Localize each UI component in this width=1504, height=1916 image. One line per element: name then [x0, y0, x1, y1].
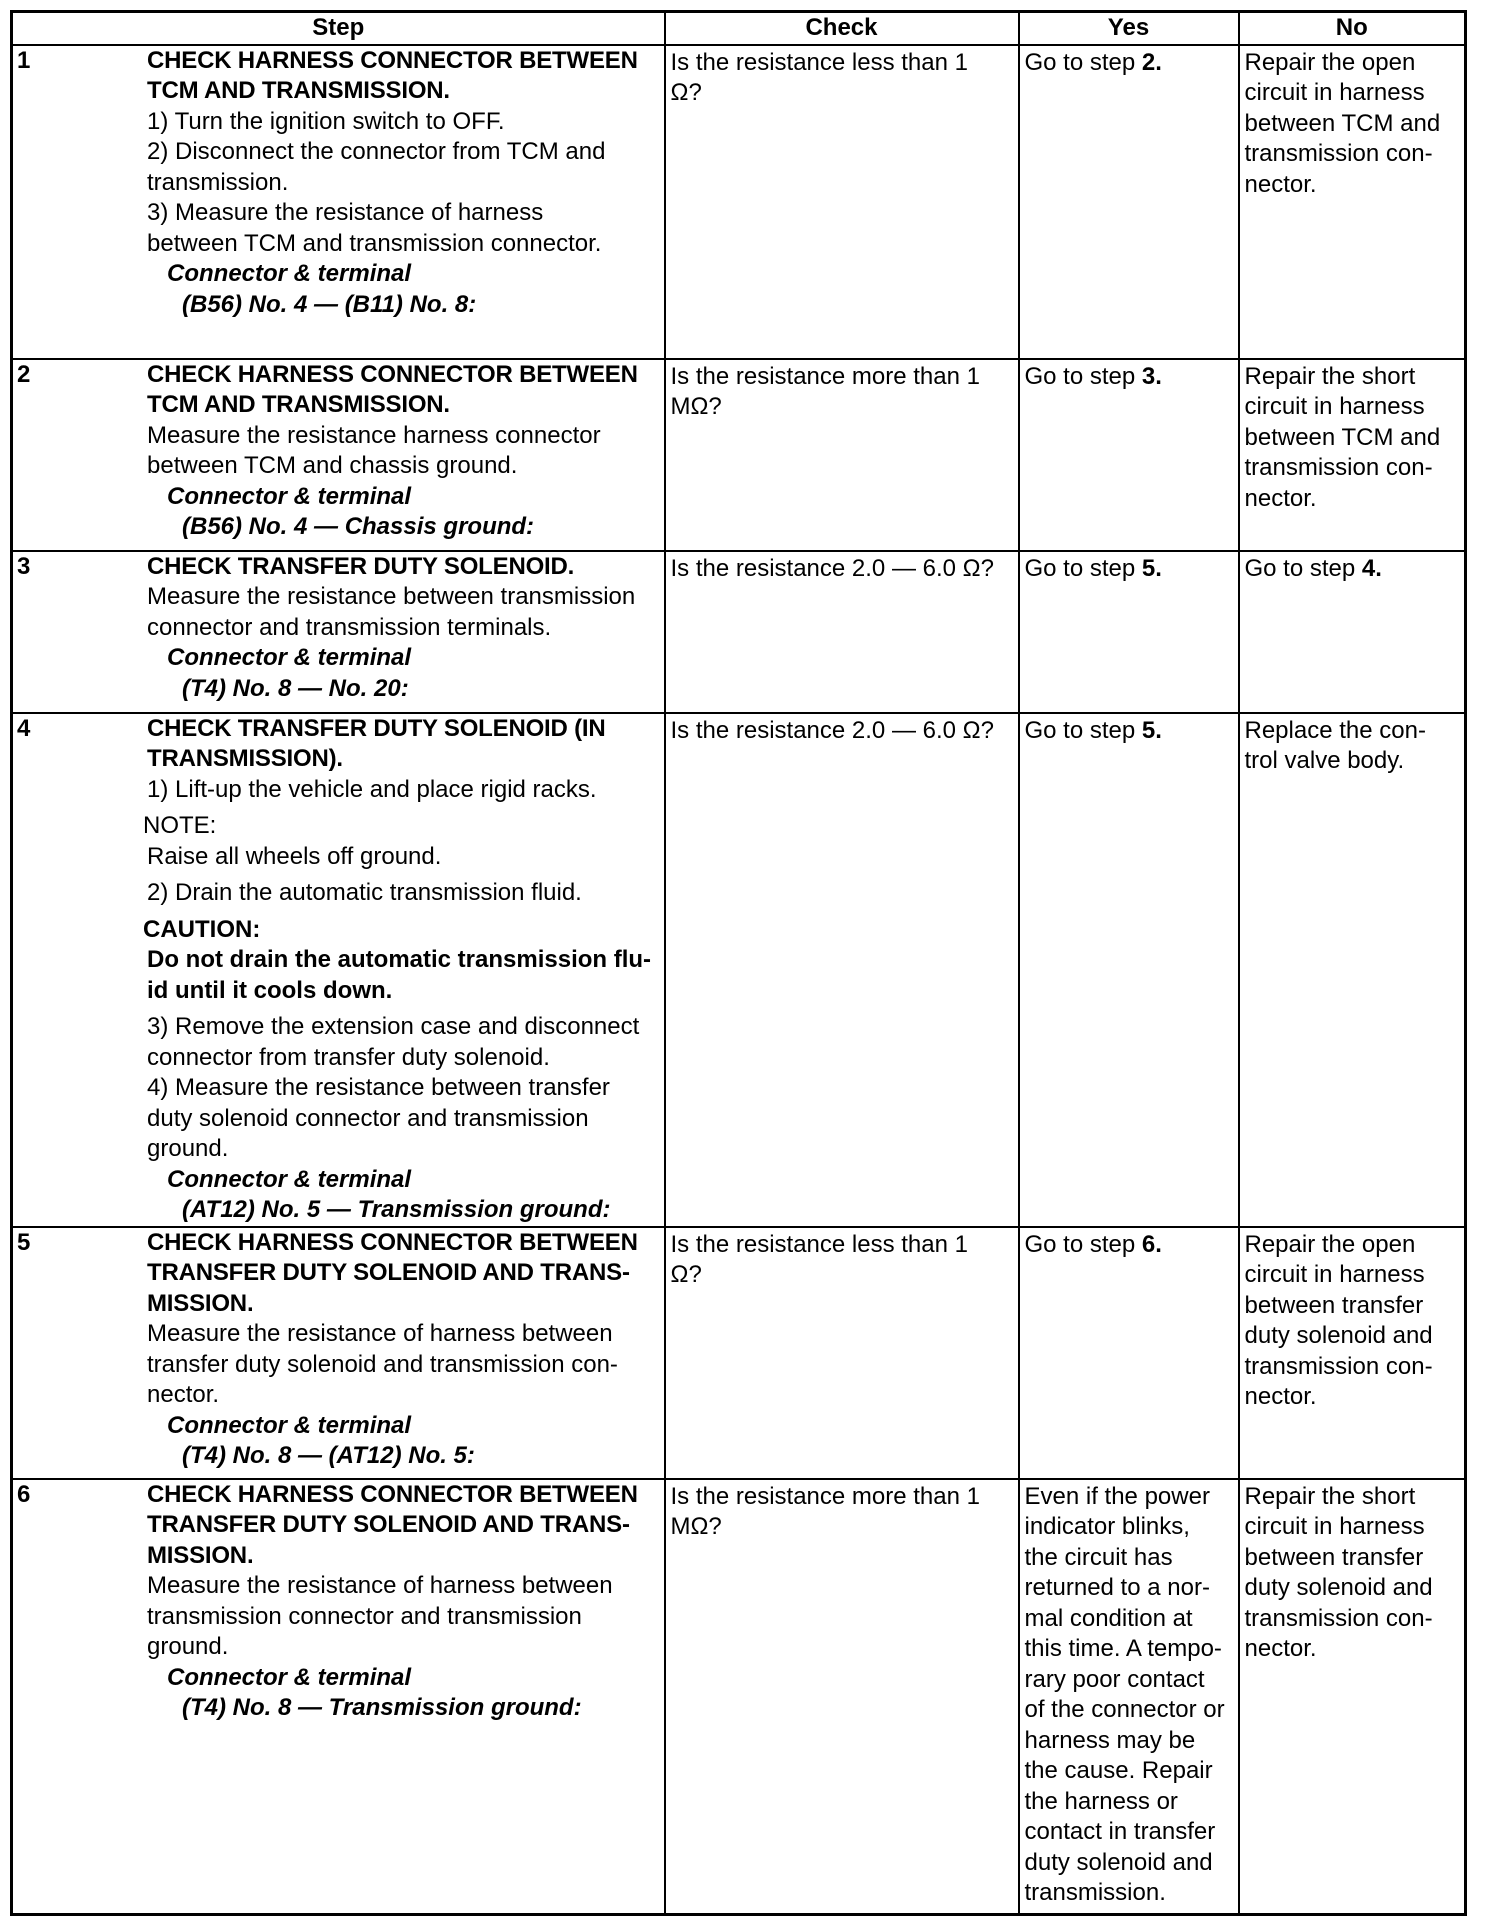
header-yes: Yes [1019, 12, 1239, 45]
note-text: Raise all wheels off ground. [147, 842, 442, 870]
step-instruction: transfer duty solenoid and transmission con- [147, 1350, 618, 1378]
yes-text: Go to step [1024, 48, 1142, 76]
step-instruction: Measure the resistance between transmission [147, 583, 636, 610]
header-row [12, 12, 1466, 45]
yes-step-ref: 3. [1141, 362, 1162, 390]
yes-text: indicator blinks, [1024, 1513, 1190, 1540]
check-cell [665, 1227, 1019, 1479]
no-text: between transfer [1244, 1291, 1424, 1319]
connector-terminal-label: Connector & terminal [167, 260, 412, 287]
step-instruction: 2) Drain the automatic transmission fluid. [147, 879, 582, 906]
no-text: nector. [1244, 170, 1317, 198]
step-instruction: Measure the resistance of harness between [147, 1320, 613, 1347]
table-row [12, 359, 1466, 551]
connector-terminal-label: Connector & terminal [167, 644, 412, 671]
check-cell [665, 551, 1019, 713]
yes-text: this time. A tempo- [1024, 1635, 1222, 1662]
connector-terminal-value: (B56) No. 4 — (B11) No. 8: [182, 290, 477, 318]
step-instruction: 3) Measure the resistance of harness [147, 199, 544, 226]
step-cell [12, 713, 665, 1227]
check-text: Ω? [670, 79, 702, 106]
no-cell [1239, 551, 1466, 713]
table-row [12, 1227, 1466, 1479]
no-text: nector. [1244, 1383, 1317, 1410]
yes-text: duty solenoid and [1024, 1848, 1213, 1876]
step-instruction: Measure the resistance of harness between [147, 1572, 613, 1599]
step-title-line: TCM AND TRANSMISSION. [147, 77, 450, 104]
yes-text: rary poor contact [1024, 1665, 1205, 1693]
step-cell [12, 359, 665, 551]
step-instruction: transmission connector and transmission [147, 1602, 582, 1630]
yes-cell [1019, 713, 1239, 1227]
step-instruction: transmission. [147, 168, 289, 196]
connector-terminal-value: (AT12) No. 5 — Transmission ground: [182, 1196, 611, 1223]
step-instruction: ground. [147, 1633, 229, 1660]
yes-cell [1019, 1479, 1239, 1915]
no-text: Repair the open [1244, 1230, 1416, 1258]
step-number: 3 [17, 552, 31, 580]
check-text: Is the resistance more than 1 [670, 362, 980, 390]
no-text: transmission con- [1244, 1604, 1433, 1632]
step-title-line: CHECK TRANSFER DUTY SOLENOID (IN [147, 714, 606, 742]
caution-line: Do not drain the automatic transmission flu- [147, 946, 652, 973]
check-text: MΩ? [670, 1513, 722, 1540]
check-text: Is the resistance less than 1 [670, 48, 968, 76]
no-text: circuit in harness [1244, 1513, 1425, 1540]
connector-terminal-value: (T4) No. 8 — No. 20: [182, 674, 409, 702]
connector-terminal-value: (T4) No. 8 — Transmission ground: [182, 1694, 582, 1721]
step-number: 1 [17, 46, 31, 74]
step-cell [12, 551, 665, 713]
step-instruction: 1) Turn the ignition switch to OFF. [147, 107, 505, 135]
no-cell [1239, 1479, 1466, 1915]
step-instruction: between TCM and chassis ground. [147, 452, 518, 479]
check-cell [665, 45, 1019, 359]
check-text: Is the resistance 2.0 — 6.0 Ω? [670, 716, 994, 744]
no-text: transmission con- [1244, 140, 1433, 167]
check-text: MΩ? [670, 393, 722, 420]
yes-text: Go to step [1024, 716, 1142, 744]
step-instruction: between TCM and transmission connector. [147, 229, 602, 257]
check-cell [665, 359, 1019, 551]
yes-cell [1019, 551, 1239, 713]
step-instruction: connector from transfer duty solenoid. [147, 1043, 550, 1071]
no-cell [1239, 359, 1466, 551]
step-title-line: TRANSMISSION). [147, 745, 343, 772]
step-title-line: CHECK TRANSFER DUTY SOLENOID. [147, 552, 575, 580]
no-text: Repair the short [1244, 362, 1416, 390]
yes-step-ref: 5. [1141, 716, 1162, 744]
step-title-line: TCM AND TRANSMISSION. [147, 391, 450, 418]
step-title-line: TRANSFER DUTY SOLENOID AND TRANS- [147, 1259, 630, 1286]
no-text: duty solenoid and [1244, 1574, 1433, 1601]
step-title-line: CHECK HARNESS CONNECTOR BETWEEN [147, 360, 638, 388]
header-step: Step [12, 12, 665, 45]
step-cell [12, 1479, 665, 1915]
table-row [12, 45, 1466, 359]
yes-text: the circuit has [1024, 1543, 1173, 1571]
yes-text: harness may be [1024, 1726, 1196, 1754]
no-text: duty solenoid and [1244, 1322, 1433, 1349]
connector-terminal-label: Connector & terminal [167, 1411, 412, 1439]
no-text: between transfer [1244, 1543, 1424, 1571]
no-text: trol valve body. [1244, 747, 1405, 774]
note-heading: NOTE: [143, 812, 217, 839]
connector-terminal-label: Connector & terminal [167, 1663, 412, 1691]
check-cell [665, 1479, 1019, 1915]
no-text: between TCM and [1244, 423, 1441, 451]
step-number: 5 [17, 1228, 31, 1256]
no-text: Go to step [1244, 554, 1362, 582]
step-instruction: 1) Lift-up the vehicle and place rigid racks. [147, 775, 597, 803]
yes-cell [1019, 359, 1239, 551]
no-cell [1239, 713, 1466, 1227]
yes-step-ref: 6. [1141, 1230, 1162, 1258]
no-text: transmission con- [1244, 454, 1433, 481]
yes-step-ref: 5. [1141, 554, 1162, 582]
yes-text: Go to step [1024, 362, 1142, 390]
caution-heading: CAUTION: [143, 915, 261, 943]
yes-step-ref: 2. [1141, 48, 1162, 76]
caution-text [147, 945, 662, 1006]
connector-terminal-label: Connector & terminal [167, 482, 412, 510]
step-instruction: Measure the resistance harness connector [147, 421, 601, 449]
step-title-line: CHECK HARNESS CONNECTOR BETWEEN [147, 46, 638, 74]
step-instruction: 4) Measure the resistance between transfer [147, 1074, 610, 1101]
yes-text: contact in transfer [1024, 1818, 1216, 1845]
table-row [12, 713, 1466, 1227]
step-title-line: TRANSFER DUTY SOLENOID AND TRANS- [147, 1511, 630, 1538]
no-text: nector. [1244, 484, 1317, 512]
header-check: Check [665, 12, 1019, 45]
header-no: No [1239, 12, 1466, 45]
yes-text: returned to a nor- [1024, 1574, 1210, 1601]
no-text: circuit in harness [1244, 393, 1425, 420]
yes-text: Go to step [1024, 1230, 1142, 1258]
connector-terminal-value: (T4) No. 8 — (AT12) No. 5: [182, 1442, 475, 1469]
yes-text: the harness or [1024, 1787, 1178, 1815]
step-cell [12, 45, 665, 359]
no-text: Repair the short [1244, 1482, 1416, 1510]
yes-text: the cause. Repair [1024, 1757, 1213, 1784]
step-cell [12, 1227, 665, 1479]
no-text: circuit in harness [1244, 1261, 1425, 1288]
no-text: Replace the con- [1244, 716, 1426, 744]
yes-cell [1019, 1227, 1239, 1479]
connector-terminal-value: (B56) No. 4 — Chassis ground: [182, 513, 535, 540]
step-instruction: 3) Remove the extension case and disconnect [147, 1013, 640, 1040]
no-text: circuit in harness [1244, 79, 1425, 106]
yes-text: of the connector or [1024, 1696, 1225, 1723]
check-text: Ω? [670, 1261, 702, 1288]
step-title-line: CHECK HARNESS CONNECTOR BETWEEN [147, 1480, 638, 1508]
yes-cell [1019, 45, 1239, 359]
check-cell [665, 713, 1019, 1227]
no-text: Repair the open [1244, 48, 1416, 76]
table-row [12, 1479, 1466, 1915]
no-cell [1239, 45, 1466, 359]
step-number: 2 [17, 360, 31, 388]
no-text: between TCM and [1244, 109, 1441, 137]
yes-text: transmission. [1024, 1879, 1166, 1906]
step-instruction: duty solenoid connector and transmission [147, 1104, 589, 1132]
connector-terminal-label: Connector & terminal [167, 1165, 412, 1193]
diagnostic-table [10, 10, 1467, 1916]
step-instruction: nector. [147, 1381, 220, 1408]
no-cell [1239, 1227, 1466, 1479]
table-row [12, 551, 1466, 713]
check-text: Is the resistance less than 1 [670, 1230, 968, 1258]
step-title-line: CHECK HARNESS CONNECTOR BETWEEN [147, 1228, 638, 1256]
yes-text: Even if the power [1024, 1482, 1210, 1510]
step-number: 4 [17, 714, 31, 742]
step-title-line: MISSION. [147, 1541, 254, 1569]
no-text: transmission con- [1244, 1352, 1433, 1380]
no-text: nector. [1244, 1635, 1317, 1662]
step-title-line: MISSION. [147, 1289, 254, 1317]
step-instruction: ground. [147, 1135, 229, 1162]
yes-text: mal condition at [1024, 1604, 1193, 1632]
check-text: Is the resistance more than 1 [670, 1482, 980, 1510]
step-number: 6 [17, 1480, 31, 1508]
no-step-ref: 4. [1361, 554, 1382, 582]
yes-text: Go to step [1024, 554, 1142, 582]
caution-line: id until it cools down. [147, 976, 393, 1004]
check-text: Is the resistance 2.0 — 6.0 Ω? [670, 554, 994, 582]
step-instruction: 2) Disconnect the connector from TCM and [147, 138, 606, 165]
step-instruction: connector and transmission terminals. [147, 613, 552, 641]
